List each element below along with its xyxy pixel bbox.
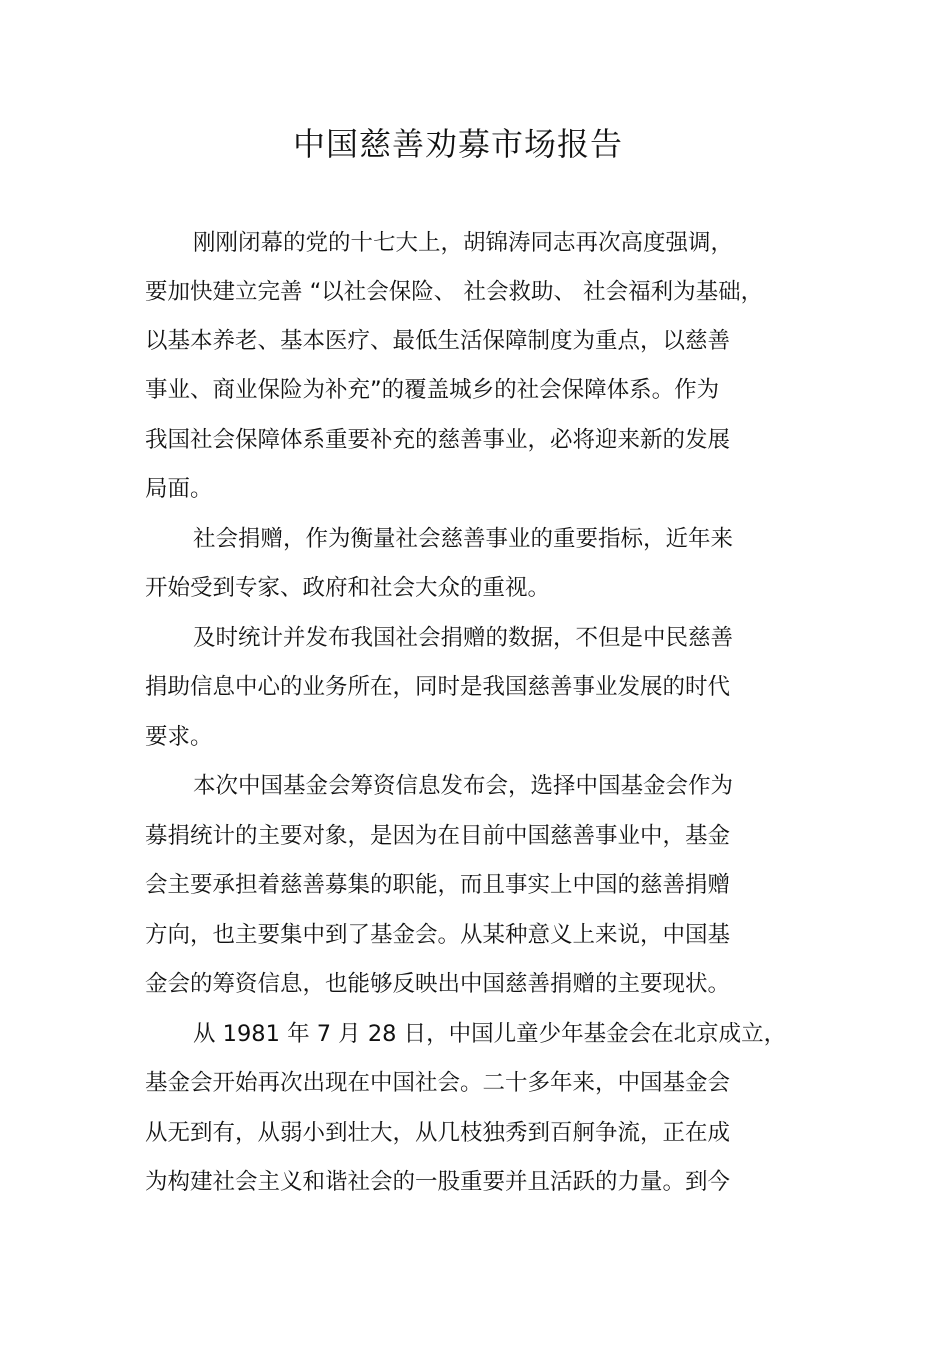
text-line: 会主要承担着慈善募集的职能，而且事实上中国的慈善捐赠 — [145, 872, 731, 898]
text-line: 要加快建立完善 “以社会保险、 社会救助、 社会福利为基础， — [145, 279, 764, 305]
text-line: 及时统计并发布我国社会捐赠的数据，不但是中民慈善 — [193, 625, 734, 651]
text-line: 以基本养老、基本医疗、最低生活保障制度为重点，以慈善 — [145, 328, 731, 354]
text-line: 方向，也主要集中到了基金会。从某种意义上来说，中国基 — [145, 922, 731, 948]
text-line: 我国社会保障体系重要补充的慈善事业，必将迎来新的发展 — [145, 427, 731, 453]
text-line: 募捐统计的主要对象，是因为在目前中国慈善事业中，基金 — [145, 823, 731, 849]
text-line: 开始受到专家、政府和社会大众的重视。 — [145, 575, 551, 601]
document-title: 中国慈善劝募市场报告 — [292, 125, 623, 163]
text-line: 金会的筹资信息，也能够反映出中国慈善捐赠的主要现状。 — [145, 971, 731, 997]
text-line: 社会捐赠，作为衡量社会慈善事业的重要指标，近年来 — [193, 526, 734, 552]
text-line: 从无到有，从弱小到壮大，从几枝独秀到百舸争流，正在成 — [145, 1120, 731, 1146]
text-line: 捐助信息中心的业务所在，同时是我国慈善事业发展的时代 — [145, 674, 731, 700]
text-line: 为构建社会主义和谐社会的一股重要并且活跃的力量。到今 — [145, 1169, 731, 1195]
text-line: 本次中国基金会筹资信息发布会，选择中国基金会作为 — [193, 773, 734, 799]
text-line: 事业、商业保险为补充”的覆盖城乡的社会保障体系。作为 — [145, 377, 720, 403]
text-line: 要求。 — [145, 724, 213, 750]
text-line: 刚刚闭幕的党的十七大上，胡锦涛同志再次高度强调， — [193, 230, 734, 256]
text-line: 从 1981 年 7 月 28 日，中国儿童少年基金会在北京成立， — [193, 1021, 787, 1047]
text-line: 基金会开始再次出现在中国社会。二十多年来，中国基金会 — [145, 1070, 731, 1096]
text-line: 局面。 — [145, 476, 213, 502]
